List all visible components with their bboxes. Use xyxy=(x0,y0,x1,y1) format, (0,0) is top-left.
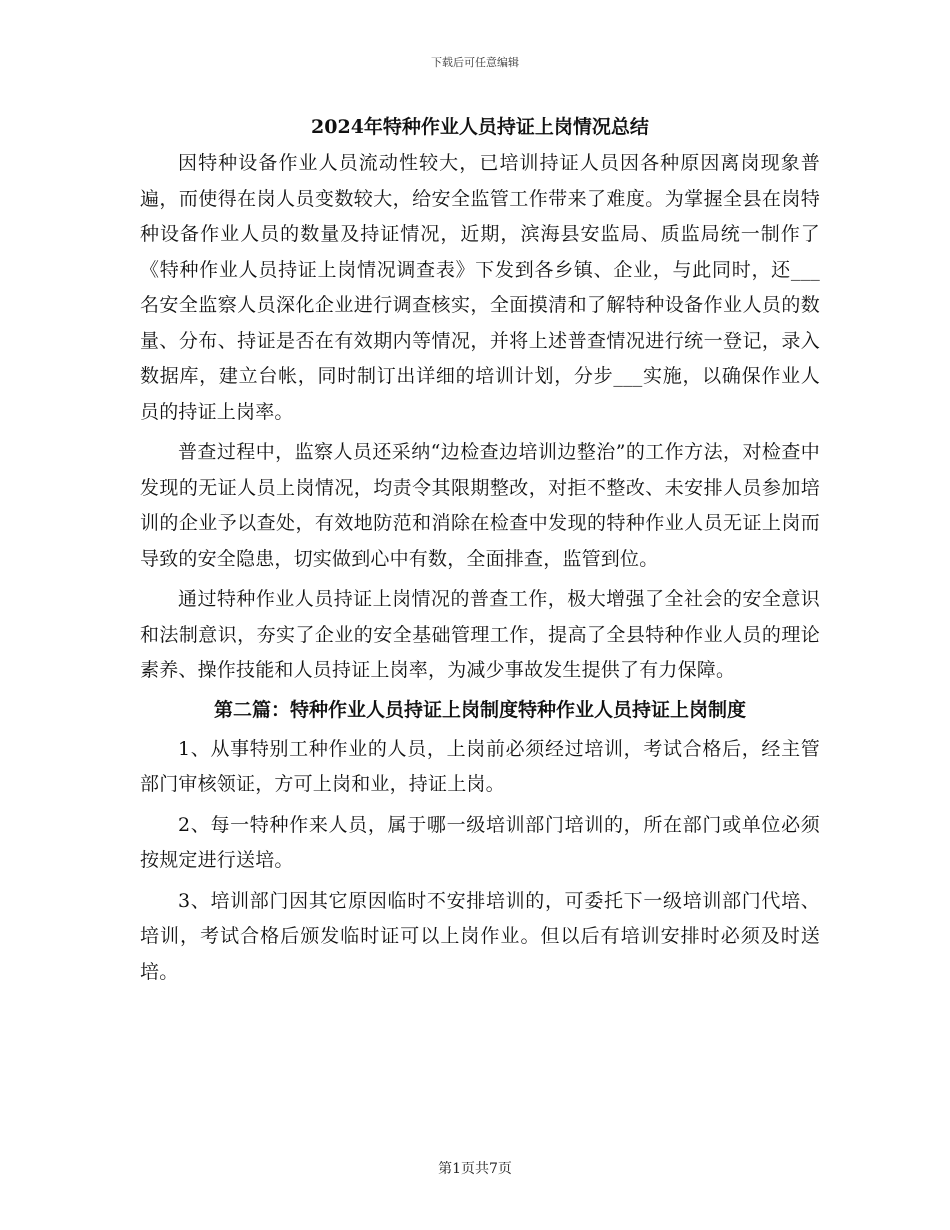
document-body xyxy=(140,112,820,995)
page-footer-number: 第1页共7页 xyxy=(438,1161,512,1177)
paragraph-2: 普查过程中，监察人员还采纳“边检查边培训边整治”的工作方法，对检查中发现的无证人员上岗情况，均责令其限期整改，对拒不整改、未安排人员参加培训的企业予以查处，有效地防范和消除在检查中发现的特种作业人员无证上岗而导致的安全隐患，切实做到心中有数，全面排查，监管到位。 xyxy=(140,441,820,570)
section-2-item-2: 2、每一特种作来人员，属于哪一级培训部门培训的，所在部门或单位必须按规定进行送培。 xyxy=(140,813,820,871)
paragraph-1: 因特种设备作业人员流动性较大，已培训持证人员因各种原因离岗现象普遍，而使得在岗人员变数较大，给安全监管工作带来了难度。为掌握全县在岗特种设备作业人员的数量及持证情况，近期，滨海县安监局、质监局统一制作了《特种作业人员持证上岗情况调查表》下发到各乡镇、企业，与此同时，还___名安全监察人员深化企业进行调查核实，全面摸清和了解特种设备作业人员的数量、分布、持证是否在有效期内等情况，并将上述普查情况进行统一登记，录入数据库，建立台帐，同时制订出详细的培训计划，分步___实施，以确保作业人员的持证上岗率。 xyxy=(140,152,820,423)
section-2-item-1: 1、从事特别工种作业的人员，上岗前必须经过培训，考试合格后，经主管部门审核领证，方可上岗和业，持证上岗。 xyxy=(140,737,820,795)
document-title: 2024年特种作业人员持证上岗情况总结 xyxy=(311,116,649,138)
page-header-note: 下载后可任意编辑 xyxy=(431,56,519,69)
paragraph-3: 通过特种作业人员持证上岗情况的普查工作，极大增强了全社会的安全意识和法制意识，夯实了企业的安全基础管理工作，提高了全县特种作业人员的理论素养、操作技能和人员持证上岗率，为减少事故发生提供了有力保障。 xyxy=(140,588,820,681)
section-2-item-3: 3、培训部门因其它原因临时不安排培训的，可委托下一级培训部门代培、培训，考试合格后颁发临时证可以上岗作业。但以后有培训安排时必须及时送培。 xyxy=(140,889,820,983)
section-2-title: 第二篇：特种作业人员持证上岗制度特种作业人员持证上岗制度 xyxy=(213,698,746,721)
